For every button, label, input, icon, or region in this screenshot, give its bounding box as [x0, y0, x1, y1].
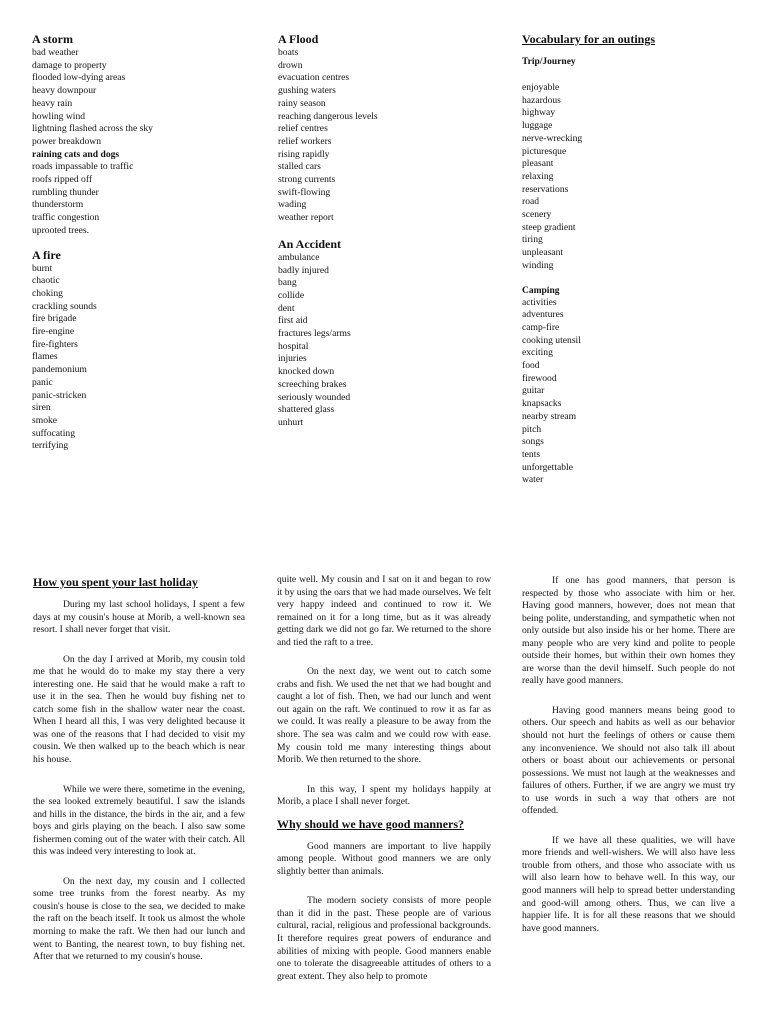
flood-word: rising rapidly — [278, 148, 330, 160]
essay-column-2 — [277, 574, 491, 983]
camping-word: activities — [522, 296, 557, 308]
outings-heading: Vocabulary for an outings — [522, 32, 656, 46]
trip-word: picturesque — [522, 145, 567, 157]
fire-word: crackling sounds — [32, 300, 97, 312]
storm-word: heavy downpour — [32, 85, 97, 97]
storm-word: heavy rain — [32, 97, 73, 109]
camping-word-list — [522, 297, 742, 488]
holiday-essay-title: How you spent your last holiday — [33, 575, 198, 589]
fire-word: panic-stricken — [32, 389, 87, 401]
essay-column-1 — [33, 575, 245, 964]
camping-word: nearby stream — [522, 410, 577, 422]
flood-word: stalled cars — [278, 161, 321, 173]
storm-heading: A storm — [32, 32, 73, 46]
accident-word: knocked down — [278, 366, 335, 378]
flood-heading: A Flood — [278, 32, 319, 46]
storm-word: raining cats and dogs — [32, 148, 120, 160]
camping-word: guitar — [522, 385, 545, 397]
accident-word: hospital — [278, 340, 309, 352]
essay-column-2-frame — [277, 574, 491, 1024]
trip-word: relaxing — [522, 170, 554, 182]
fire-word: siren — [32, 402, 51, 414]
storm-word: bad weather — [32, 47, 79, 58]
accident-word: ambulance — [278, 251, 320, 263]
trip-word: pleasant — [522, 158, 554, 170]
fire-word: chaotic — [32, 275, 60, 287]
fire-word: panic — [32, 376, 53, 388]
camping-word: unforgettable — [522, 461, 573, 473]
trip-word: enjoyable — [522, 82, 560, 93]
accident-heading: An Accident — [278, 236, 341, 251]
camping-word: exciting — [522, 347, 553, 359]
flood-word: relief centres — [278, 123, 328, 135]
storm-word: damage to property — [32, 59, 107, 71]
manners-paragraph-5: If we have all these qualities, we will have more friends and well-wishers. We will also have less trouble from others, and those who associate with us will also learn how to behave well. In this way, our good manners will help to spread better understanding and good-will among others. Thus, we can live a happier life. It is for all these reasons that we should have good manners. — [522, 834, 735, 934]
storm-word: roads impassable to traffic — [32, 161, 134, 173]
trip-word: nerve-wrecking — [522, 132, 583, 144]
flood-word: weather report — [278, 212, 334, 224]
trip-word: road — [522, 196, 540, 208]
fire-word: burnt — [32, 262, 53, 274]
manners-paragraph-2: The modern society consists of more people than it did in the past. These people are of various cultural, racial, religious and professional backgrounds. It therefore requires great powers of endurance and abilities of mixing with people. Good manners enable one to tolerate the disagreeable attitudes of others to a great extent. They also help to promote — [277, 895, 491, 982]
accident-word: badly injured — [278, 264, 329, 276]
accident-word: unhurt — [278, 416, 304, 428]
camping-subheading: Camping — [522, 285, 560, 296]
trip-word: hazardous — [522, 94, 561, 106]
trip-subheading: Trip/Journey — [522, 57, 576, 67]
camping-word: tents — [522, 448, 541, 460]
fire-word: pandemonium — [32, 364, 87, 376]
flood-word: relief workers — [278, 135, 332, 147]
accident-word: fractures legs/arms — [278, 328, 351, 340]
flood-word: gushing waters — [278, 85, 336, 97]
trip-word: unpleasant — [522, 247, 564, 259]
accident-word: collide — [278, 289, 305, 301]
manners-paragraph-3: If one has good manners, that person is respected by those who associate with him or her. Having good manners, however, does not mean that being polite, understanding, and sympathetic when not only outside but also inside his or her home. There are many people who are very kind and polite to people outside their homes, but within their own homes they are worse than the devil himself. Such people do not really have good manners. — [522, 575, 735, 687]
camping-word: adventures — [522, 309, 564, 321]
storm-word: lightning flashed across the sky — [32, 123, 153, 135]
accident-word: shattered glass — [278, 404, 335, 416]
fire-word: terrifying — [32, 440, 69, 452]
fire-word: fire-fighters — [32, 338, 78, 350]
flood-word-list — [278, 47, 498, 225]
accident-word: screeching brakes — [278, 378, 347, 390]
flood-word: rainy season — [278, 97, 326, 109]
flood-word: boats — [278, 47, 299, 58]
accident-word: seriously wounded — [278, 391, 351, 403]
holiday-paragraph-7: In this way, I spent my holidays happily at Morib, a place I shall never forget. — [277, 783, 491, 808]
holiday-paragraph-6: On the next day, we went out to catch some crabs and fish. We used the net that we had bought and caught a lot of fish. Then, we had our lunch and went out again on the raft. We continued to row it as far as we could. It was really a pleasure to be away from the shore. The sea was calm and we could row with ease. My cousin told me many interesting things about Morib. We then returned to the shore. — [277, 666, 491, 766]
fire-word: fire brigade — [32, 313, 77, 325]
camping-word: cooking utensil — [522, 334, 581, 346]
holiday-paragraph-4: On the next day, my cousin and I collected some tree trunks from the forest nearby. As my cousin's house is close to the sea, we decided to make the raft on the beach itself. It took us almost the whole morning to make the raft. We then had our lunch and went to Banting, the nearest town, to buy fishing net. After that we returned to my cousin's house. — [33, 875, 245, 963]
storm-word: power breakdown — [32, 135, 101, 147]
trip-word: luggage — [522, 120, 553, 132]
vocab-column-3 — [522, 32, 742, 487]
storm-word: traffic congestion — [32, 212, 100, 224]
holiday-paragraph-2: On the day I arrived at Morib, my cousin told me that he would do to make my stay there a very interesting one. He said that he would make a raft to use it in the sea. Then he would buy fishing net to catch some fish in the shallow water near the coast. When I heard all this, I was very delighted because it was one of the reasons that I had decided to visit my cousin. We then walked up to the beach which is near his house. — [33, 653, 245, 766]
fire-word: choking — [32, 287, 63, 299]
holiday-paragraph-3: While we were there, sometime in the evening, the sea looked extremely beautiful. I saw the islands and hills in the distance, the birds in the air, and a few boys and girls playing on the beach. I also saw some fishermen coming out of the water with their catch. All this was indeed very interesting to look at. — [33, 783, 245, 858]
vocab-column-1 — [32, 32, 252, 453]
trip-word: winding — [522, 259, 554, 271]
manners-essay-title: Why should we have good manners? — [277, 816, 465, 831]
trip-word: steep gradient — [522, 221, 576, 233]
essay-column-3 — [522, 575, 735, 935]
vocab-column-2 — [278, 32, 498, 430]
trip-word-list — [522, 82, 742, 273]
flood-word: swift-flowing — [278, 186, 331, 198]
camping-word: camp-fire — [522, 321, 560, 333]
manners-paragraph-4: Having good manners means being good to others. Our speech and habits as well as our behavior should not hurt the feelings of others or cause them any inconvenience. We should not also talk ill about others or boast about our achievements or personal possessions. We must not laugh at the weaknesses and failures of others. Further, if we are angry we must try to use words in such a way that others are not offended. — [522, 704, 735, 817]
accident-word: injuries — [278, 353, 307, 365]
holiday-paragraph-1: During my last school holidays, I spent a few days at my cousin's house at Morib, a well-known sea resort. I shall never forget that visit. — [33, 599, 245, 636]
storm-word: rumbling thunder — [32, 186, 99, 198]
trip-word: reservations — [522, 183, 569, 195]
flood-word: reaching dangerous levels — [278, 110, 378, 122]
accident-word: first aid — [278, 315, 308, 327]
trip-word: tiring — [522, 234, 543, 246]
storm-word: roofs ripped off — [32, 174, 93, 186]
flood-word: strong currents — [278, 174, 336, 186]
fire-heading: A fire — [32, 247, 61, 262]
camping-word: water — [522, 474, 544, 486]
flood-word: evacuation centres — [278, 72, 350, 84]
storm-word-list — [32, 47, 252, 238]
storm-word: uprooted trees. — [32, 224, 90, 236]
trip-word: highway — [522, 107, 556, 119]
storm-word: flooded low-dying areas — [32, 72, 126, 84]
fire-word: suffocating — [32, 427, 75, 439]
camping-word: food — [522, 360, 540, 372]
flood-word: wading — [278, 199, 307, 211]
accident-word: dent — [278, 302, 295, 314]
camping-word: knapsacks — [522, 398, 562, 410]
fire-word: fire-engine — [32, 326, 75, 338]
camping-word: songs — [522, 436, 544, 448]
fire-word-list — [32, 263, 252, 454]
flood-word: drown — [278, 59, 303, 71]
fire-word: flames — [32, 351, 58, 363]
manners-paragraph-1: Good manners are important to live happily among people. Without good manners we are only slightly better than animals. — [277, 840, 491, 877]
fire-word: smoke — [32, 414, 58, 426]
accident-word: bang — [278, 277, 297, 289]
holiday-paragraph-5: quite well. My cousin and I sat on it and began to row it by using the oars that we had made ourselves. We felt very happy indeed and continued to row it. We remained on it for a long time, but as it was already getting dark we did not go far. We returned to the shore and tied the raft to a tree. — [277, 574, 491, 648]
camping-word: firewood — [522, 372, 557, 384]
accident-word-list — [278, 252, 498, 430]
storm-word: thunderstorm — [32, 199, 84, 211]
camping-word: pitch — [522, 423, 542, 435]
trip-word: scenery — [522, 209, 552, 221]
storm-word: howling wind — [32, 110, 86, 122]
